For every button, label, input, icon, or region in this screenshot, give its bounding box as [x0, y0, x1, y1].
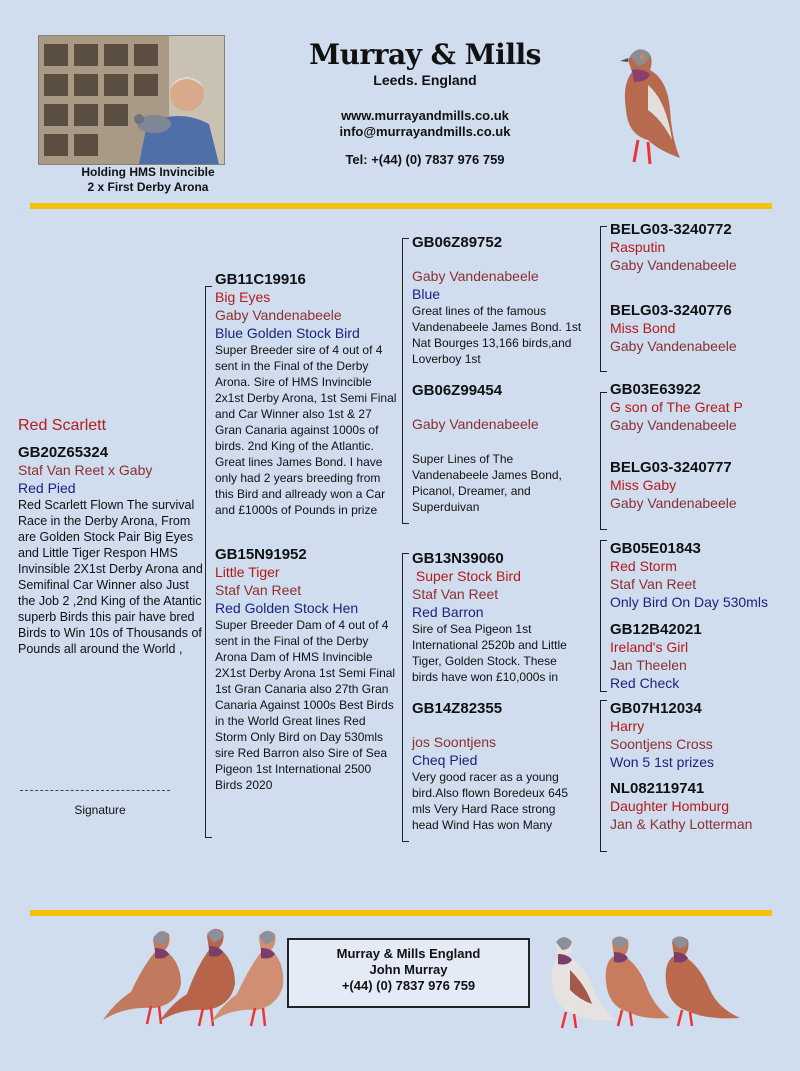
grandparent-description: Super Lines of The Vandenabeele James Bond, Picanol, Dreamer, and Superduivan	[412, 452, 562, 514]
ggp-breeder: Staf Van Reet	[610, 576, 697, 592]
ggp-ring: NL082119741	[610, 780, 705, 797]
pedigree-bracket-sire	[402, 238, 409, 524]
great-grandparent-block	[610, 381, 790, 434]
footer-phone: +(44) (0) 7837 976 759	[341, 978, 476, 993]
pigeon-group-right-icon	[540, 930, 755, 1030]
ggp-name: Miss Gaby	[610, 477, 677, 493]
ggp-breeder: Gaby Vandenabeele	[610, 257, 737, 273]
grandparent-color: Cheq Pied	[412, 752, 478, 768]
great-grandparent-block	[610, 540, 790, 611]
sire-description: Super Breeder sire of 4 out of 4 sent in the Final of the Derby Arona. Sire of HMS Invincible 2x1st Derby Arona, 1st Semi Final and Car Winner also 1st & 27 Gran Canaria against 1000s of birds. 2nd King of the Atlantic. Great lines James Bond. I have only had 2 years breeding from this Bird and allready won a Car and £1000s of Pounds in prize	[215, 343, 397, 517]
ggp-ring: BELG03-3240776	[610, 302, 732, 319]
grandparent-block	[412, 234, 584, 367]
man-with-pigeon-photo	[39, 36, 224, 164]
dam-block	[215, 546, 397, 793]
subject-ring: GB20Z65324	[18, 444, 109, 461]
subject-color: Red Pied	[18, 480, 76, 496]
ggp-name: Rasputin	[610, 239, 666, 255]
photo-caption-line2: 2 x First Derby Arona	[87, 180, 209, 194]
great-grandparent-block	[610, 302, 790, 355]
grandparent-breeder: jos Soontjens	[412, 734, 497, 750]
pedigree-bracket-parents	[205, 286, 212, 838]
ggp-ring: GB05E01843	[610, 540, 701, 557]
pedigree-bracket-gp1	[600, 226, 607, 372]
ggp-breeder: Jan Theelen	[610, 657, 687, 673]
ggp-ring: BELG03-3240772	[610, 221, 732, 238]
grandparent-ring: GB13N39060	[412, 550, 504, 567]
footer-divider	[30, 910, 772, 916]
grandparent-block	[412, 700, 584, 833]
great-grandparent-block	[610, 221, 790, 274]
signature-line	[20, 790, 170, 791]
grandparent-description: Very good racer as a young bird.Also flown Boredeux 645 mls Very Hard Race strong head Wind Has won Many	[412, 770, 569, 832]
footer-contact-box	[287, 938, 530, 1008]
pigeon-icon	[608, 40, 688, 170]
email-link[interactable]: info@murrayandmills.co.uk	[339, 124, 511, 139]
ggp-breeder: Gaby Vandenabeele	[610, 338, 737, 354]
dam-ring: GB15N91952	[215, 546, 307, 563]
subject-block	[18, 416, 203, 657]
ggp-note: Won 5 1st prizes	[610, 754, 715, 770]
photo-caption	[38, 165, 258, 195]
ggp-name: Red Storm	[610, 558, 677, 574]
great-grandparent-block	[610, 621, 790, 692]
ggp-note: Red Check	[610, 675, 680, 691]
ggp-name: Ireland's Girl	[610, 639, 689, 655]
photo-caption-line1: Holding HMS Invincible	[81, 165, 215, 179]
ggp-ring: GB03E63922	[610, 381, 701, 398]
ggp-name: Miss Bond	[610, 320, 676, 336]
contact-block	[290, 108, 560, 140]
ggp-name: Harry	[610, 718, 645, 734]
brand-title: Murray & Mills	[309, 38, 541, 71]
sire-block	[215, 271, 397, 518]
brand-location: Leeds. England	[373, 72, 477, 88]
grandparent-name: Super Stock Bird	[412, 568, 521, 584]
ggp-breeder: Gaby Vandenabeele	[610, 417, 737, 433]
sire-ring: GB11C19916	[215, 271, 306, 288]
footer-line2: John Murray	[369, 962, 448, 977]
pedigree-bracket-gp4	[600, 700, 607, 852]
grandparent-breeder: Gaby Vandenabeele	[412, 416, 539, 432]
ggp-note: Only Bird On Day 530mls	[610, 594, 768, 610]
header-divider	[30, 203, 772, 209]
dam-name: Little Tiger	[215, 564, 280, 580]
signature-label: Signature	[74, 803, 126, 817]
ggp-name: Daughter Homburg	[610, 798, 730, 814]
ggp-breeder: Gaby Vandenabeele	[610, 495, 737, 511]
pedigree-bracket-gp3	[600, 540, 607, 692]
grandparent-ring: GB06Z89752	[412, 234, 503, 251]
dam-description: Super Breeder Dam of 4 out of 4 sent in the Final of the Derby Arona Dam of HMS Invincible 2X1st Derby Arona 1st Semi Final 1st Gran Canaria also 27th Gran Canaria Against 1000s Best Birds in the World Great lines Red Storm Only Bird on Day 530mls sire Red Barron also Sire of Sea Pigeon 1st International 2500 Birds 2020	[215, 618, 396, 792]
grandparent-block	[412, 550, 584, 685]
grandparent-block	[412, 382, 584, 515]
footer-line1: Murray & Mills England	[336, 946, 481, 961]
ggp-ring: GB07H12034	[610, 700, 702, 717]
grandparent-ring: GB06Z99454	[412, 382, 503, 399]
sire-breeder: Gaby Vandenabeele	[215, 307, 342, 323]
ggp-breeder: Jan & Kathy Lotterman	[610, 816, 753, 832]
sire-color: Blue Golden Stock Bird	[215, 325, 360, 341]
grandparent-description: Sire of Sea Pigeon 1st International 2520b and Little Tiger, Golden Stock. These birds have won £10,000s in	[412, 622, 567, 684]
great-grandparent-block	[610, 459, 790, 512]
website-link[interactable]: www.murrayandmills.co.uk	[341, 108, 509, 123]
grandparent-color: Blue	[412, 286, 441, 302]
pedigree-bracket-gp2	[600, 392, 607, 530]
grandparent-breeder: Gaby Vandenabeele	[412, 268, 539, 284]
grandparent-breeder: Staf Van Reet	[412, 586, 499, 602]
subject-description: Red Scarlett Flown The survival Race in the Derby Arona, From are Golden Stock Pair Big Eyes and Little Tiger Respon HMS Invinsible 2X1st Derby Arona and Semifinal Car Winner also Just the Job 2 ,2nd King of the Atantic superb Birds this pair have bred Birds to Win 10s of Thousands of Pounds all around the World ,	[18, 498, 203, 656]
grandparent-description: Great lines of the famous Vandenabeele James Bond. 1st Nat Bourges 13,166 birds,and Loverboy 1st	[412, 304, 582, 366]
pedigree-bracket-dam	[402, 553, 409, 842]
ggp-breeder: Soontjens Cross	[610, 736, 713, 752]
ggp-ring: BELG03-3240777	[610, 459, 732, 476]
great-grandparent-block	[610, 780, 790, 833]
great-grandparent-block	[610, 700, 790, 771]
pigeon-group-left-icon	[95, 922, 285, 1032]
ggp-ring: GB12B42021	[610, 621, 702, 638]
dam-color: Red Golden Stock Hen	[215, 600, 359, 616]
telephone: Tel: +(44) (0) 7837 976 759	[345, 152, 505, 167]
grandparent-color: Red Barron	[412, 604, 484, 620]
subject-name: Red Scarlett	[18, 417, 107, 434]
sire-name: Big Eyes	[215, 289, 271, 305]
dam-breeder: Staf Van Reet	[215, 582, 302, 598]
grandparent-ring: GB14Z82355	[412, 700, 503, 717]
header-photo	[38, 35, 225, 165]
subject-breeder: Staf Van Reet x Gaby	[18, 462, 153, 478]
ggp-name: G son of The Great P	[610, 399, 743, 415]
